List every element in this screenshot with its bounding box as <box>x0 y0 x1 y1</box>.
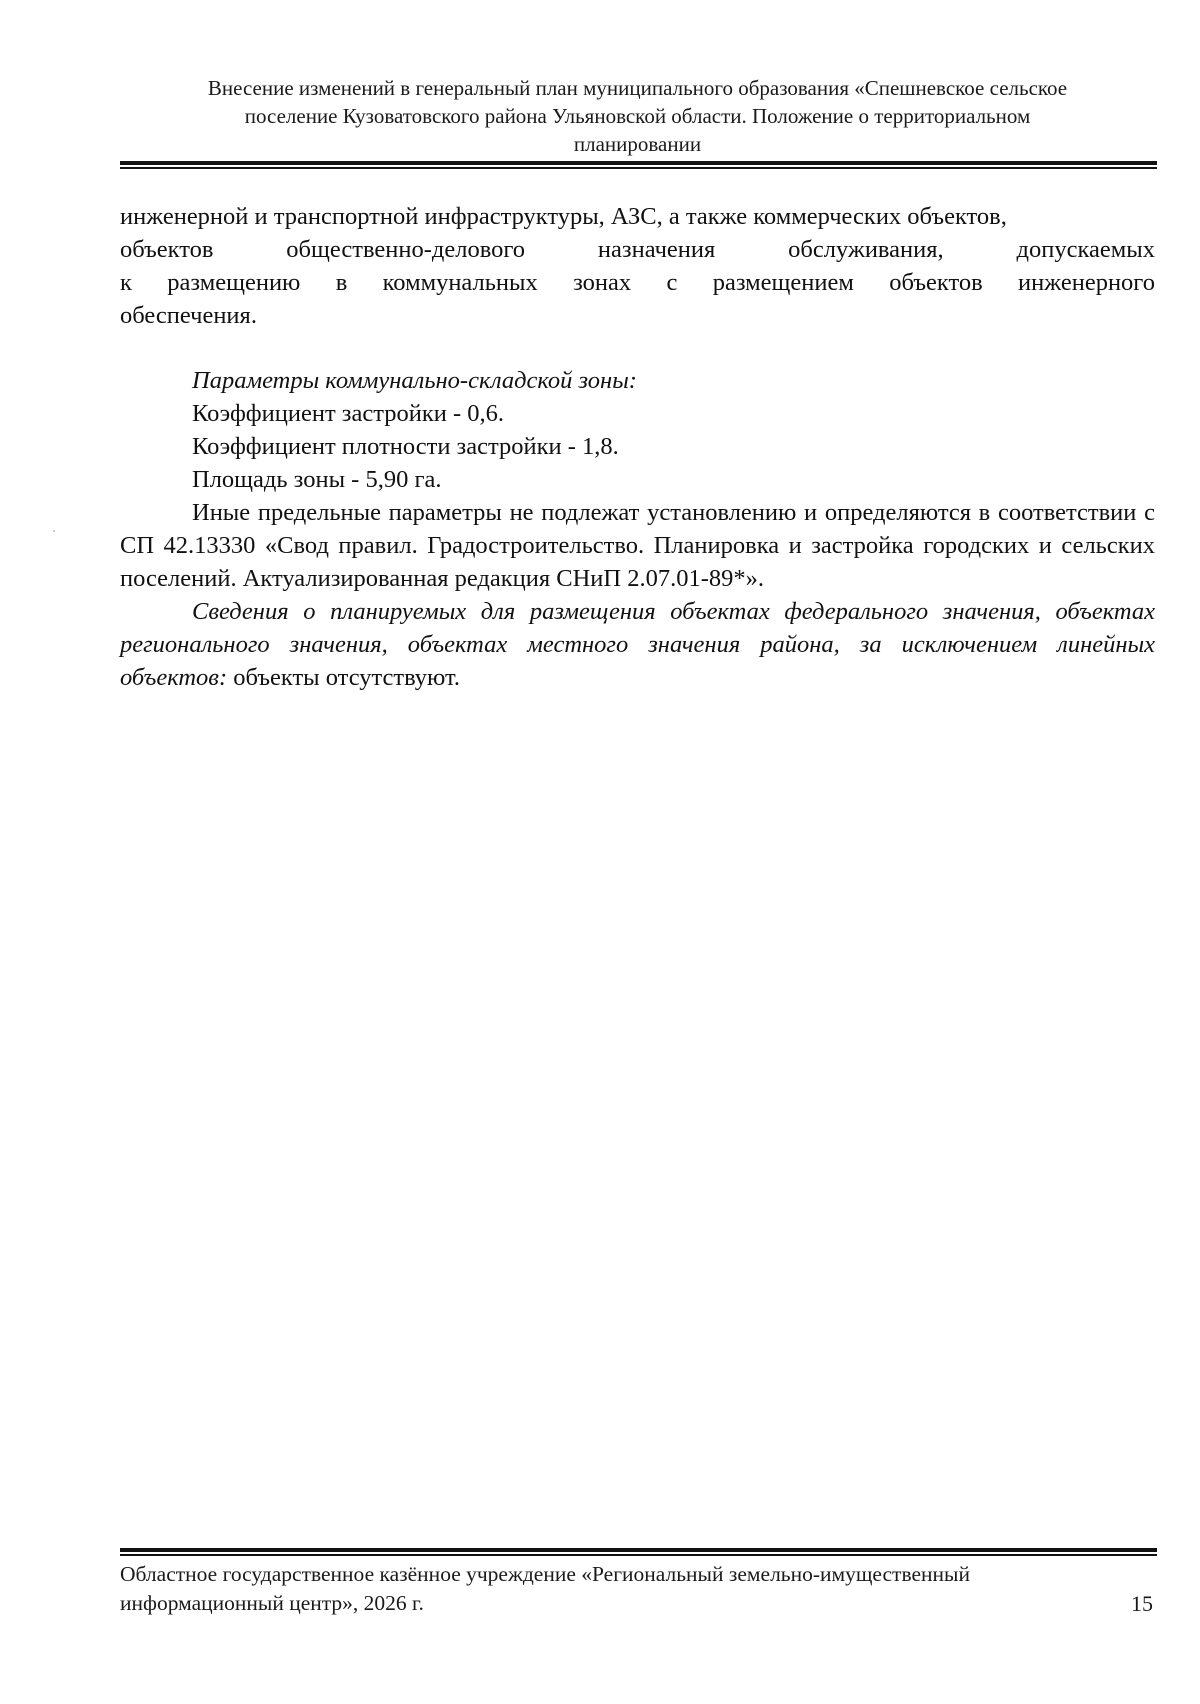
param-item: Коэффициент застройки - 0,6. <box>192 400 505 427</box>
footer-organization <box>120 1560 1080 1618</box>
param-item: Площадь зоны - 5,90 га. <box>192 466 442 493</box>
scan-speck <box>53 530 55 532</box>
param-item: Коэффициент плотности застройки - 1,8. <box>192 433 619 460</box>
page-footer <box>120 1560 1155 1618</box>
zone-parameters <box>120 364 1155 595</box>
intro-paragraph <box>120 200 1155 332</box>
params-heading: Параметры коммунально-складской зоны: <box>192 367 637 394</box>
planned-objects-heading: Сведения о планируемых для размещения объектах федерального значения, объектах регионального значения, объектах местного значения района, за исключением линейных объектов: <box>120 598 1155 691</box>
planned-objects-paragraph <box>120 595 1155 694</box>
planned-objects-value: объекты отсутствуют. <box>227 664 461 691</box>
footer-line: Областное государственное казённое учреждение «Региональный земельно-имущественный <box>120 1562 970 1586</box>
intro-line: к размещению в коммунальных зонах с размещением объектов инженерного <box>120 269 1155 296</box>
footer-divider <box>120 1548 1157 1556</box>
header-line: планировании <box>573 132 702 156</box>
header-divider <box>120 161 1157 169</box>
page-body <box>120 200 1155 694</box>
intro-line: инженерной и транспортной инфраструктуры, АЗС, а также коммерческих объектов, <box>120 203 1007 230</box>
page-number: 15 <box>1131 1591 1153 1616</box>
header-line: Внесение изменений в генеральный план муниципального образования «Спешневское сельское <box>207 76 1068 100</box>
intro-line: объектов общественно-делового назначения обслуживания, допускаемых <box>120 236 1155 263</box>
footer-line: информационный центр», 2026 г. <box>120 1591 424 1615</box>
header-line: поселение Кузоватовского района Ульяновской области. Положение о территориальном <box>244 104 1031 128</box>
intro-line: обеспечения. <box>120 302 257 329</box>
other-params-paragraph: Иные предельные параметры не подлежат установлению и определяются в соответствии с СП 42.13330 «Свод правил. Градостроительство. Планировка и застройка городских и сельских поселений. Актуализированная редакция СНиП 2.07.01-89*». <box>120 499 1155 592</box>
page-header <box>120 74 1155 158</box>
